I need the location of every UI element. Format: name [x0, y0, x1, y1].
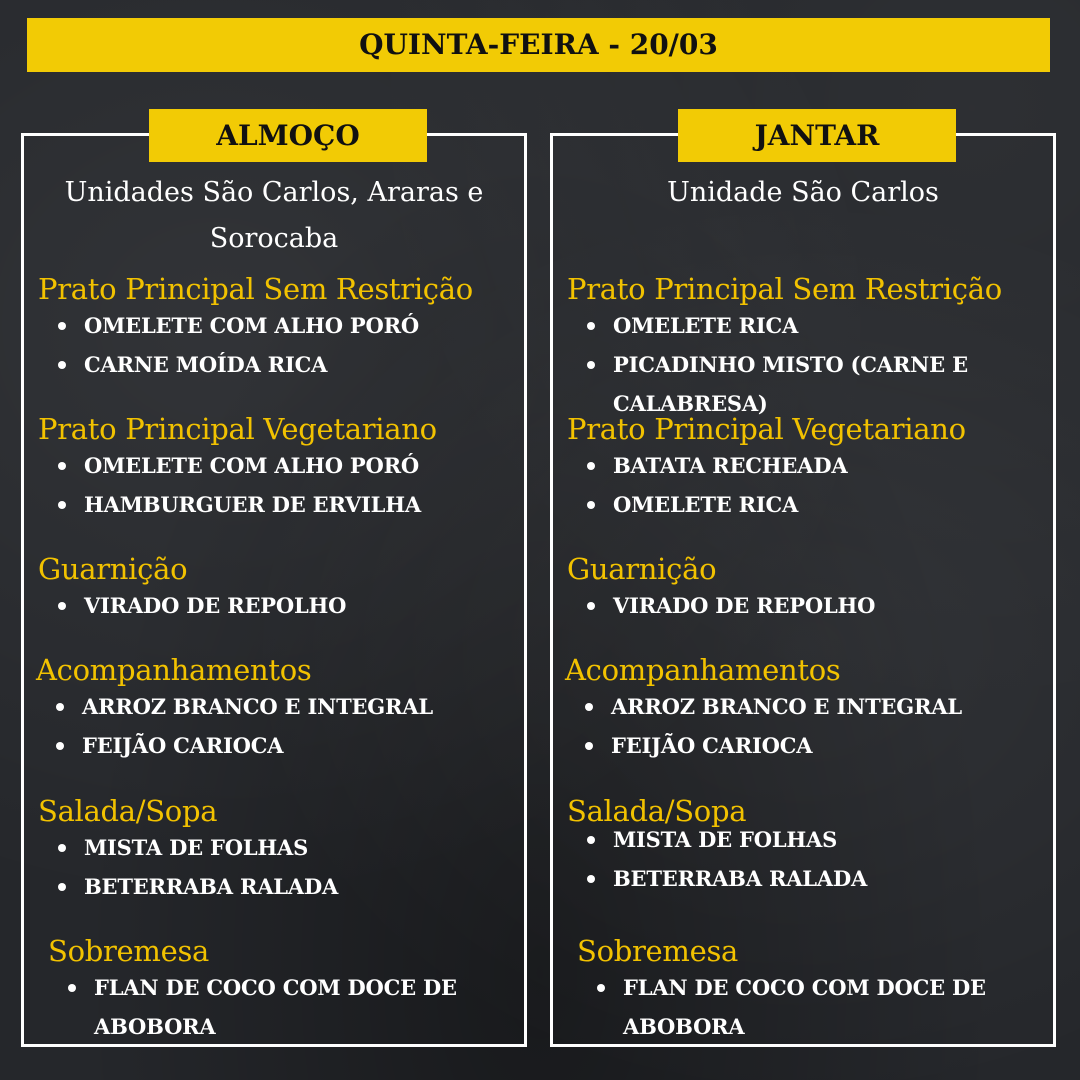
list-item: BATATA RECHEADA [567, 446, 1045, 485]
section-title: Sobremesa [48, 934, 210, 968]
list-item: CARNE MOÍDA RICA [38, 345, 516, 384]
section-title: Acompanhamentos [36, 653, 312, 687]
section-title: Guarnição [38, 552, 188, 586]
lunch-section-salad [38, 794, 516, 906]
list-item: VIRADO DE REPOLHO [567, 586, 1045, 625]
list-item: ARROZ BRANCO E INTEGRAL [565, 687, 1045, 726]
lunch-unit: Unidades São Carlos, Araras e Sorocaba [64, 177, 484, 254]
list-item: OMELETE RICA [567, 306, 1045, 345]
section-title: Guarnição [567, 552, 717, 586]
dinner-unit: Unidade São Carlos [667, 177, 939, 208]
dinner-section-accompaniments [565, 653, 1045, 765]
section-title: Sobremesa [577, 934, 739, 968]
list-item: OMELETE COM ALHO PORÓ [38, 306, 516, 345]
section-title: Prato Principal Vegetariano [38, 412, 437, 446]
lunch-section-side [38, 552, 516, 625]
list-item: OMELETE COM ALHO PORÓ [38, 446, 516, 485]
list-item: HAMBURGUER DE ERVILHA [38, 485, 516, 524]
list-item: FLAN DE COCO COM DOCE DE ABOBORA [48, 968, 484, 1046]
lunch-section-dessert [48, 934, 484, 1046]
list-item: VIRADO DE REPOLHO [38, 586, 516, 625]
dinner-label: JANTAR [678, 109, 956, 162]
list-item: OMELETE RICA [567, 485, 1045, 524]
dinner-section-side [567, 552, 1045, 625]
list-item: BETERRABA RALADA [567, 859, 1045, 898]
dinner-section-salad [567, 794, 1045, 898]
list-item: PICADINHO MISTO (CARNE E CALABRESA) [567, 345, 1045, 423]
dinner-section-main [567, 272, 1045, 423]
list-item: MISTA DE FOLHAS [567, 820, 1045, 859]
list-item: FEIJÃO CARIOCA [565, 726, 1045, 765]
lunch-section-accompaniments [36, 653, 516, 765]
lunch-section-main [38, 272, 516, 384]
section-title: Acompanhamentos [565, 653, 841, 687]
dinner-panel [550, 119, 1056, 1047]
list-item: MISTA DE FOLHAS [38, 828, 516, 867]
lunch-section-vegetarian [38, 412, 516, 524]
list-item: FEIJÃO CARIOCA [36, 726, 516, 765]
list-item: ARROZ BRANCO E INTEGRAL [36, 687, 516, 726]
lunch-label: ALMOÇO [149, 109, 427, 162]
section-title: Prato Principal Sem Restrição [38, 272, 473, 306]
lunch-panel [21, 119, 527, 1047]
dinner-section-dessert [577, 934, 1013, 1046]
section-title: Prato Principal Vegetariano [567, 412, 966, 446]
list-item: BETERRABA RALADA [38, 867, 516, 906]
section-title: Salada/Sopa [38, 794, 218, 828]
section-title: Salada/Sopa [567, 794, 747, 828]
list-item: FLAN DE COCO COM DOCE DE ABOBORA [577, 968, 1013, 1046]
section-title: Prato Principal Sem Restrição [567, 272, 1002, 306]
page-title: QUINTA-FEIRA - 20/03 [27, 18, 1050, 72]
dinner-section-vegetarian [567, 412, 1045, 524]
